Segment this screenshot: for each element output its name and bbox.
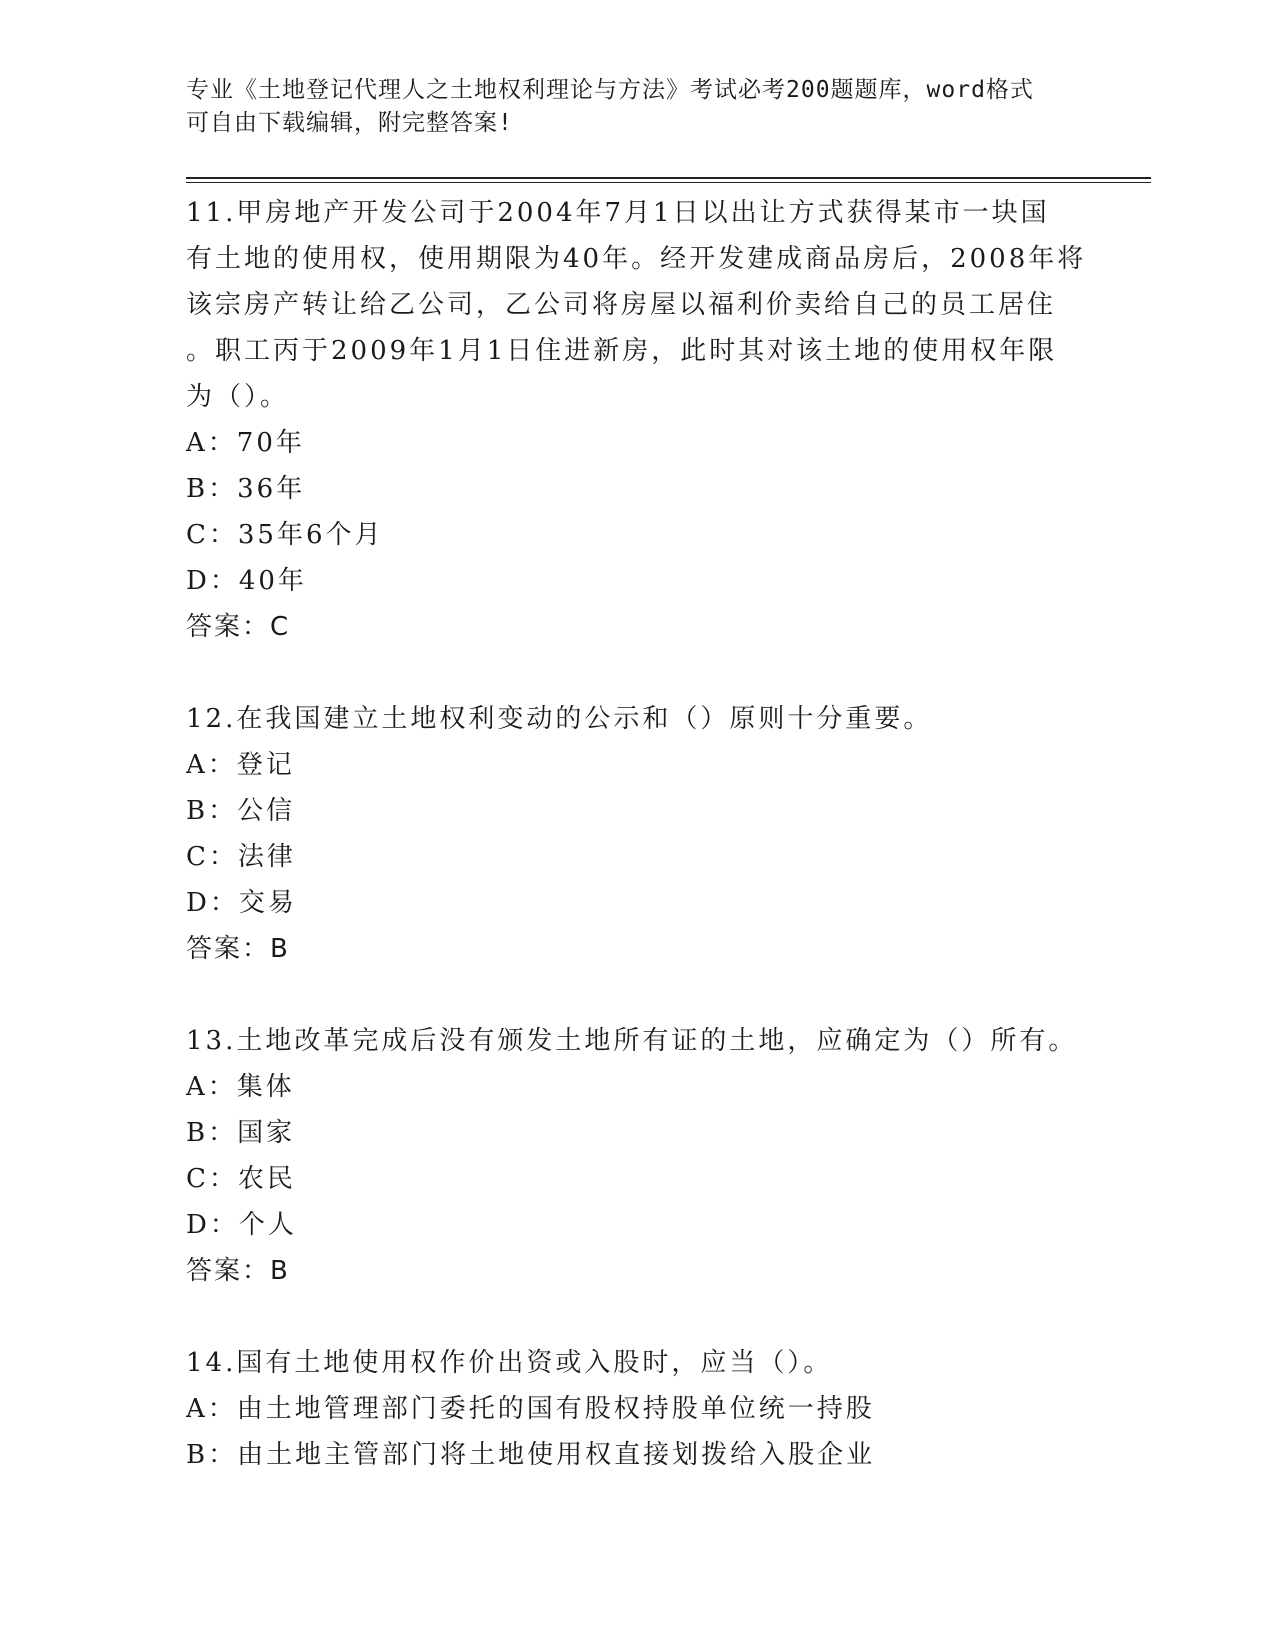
option-b: B：由土地主管部门将土地使用权直接划拨给入股企业 [186,1440,876,1470]
option-a: A：登记 [186,750,295,780]
answer-label: 答案：B [186,1256,290,1286]
question-stem-line: 14.国有土地使用权作价出资或入股时，应当（）。 [186,1348,833,1378]
question-11 [186,190,1086,650]
question-stem-line: 12.在我国建立土地权利变动的公示和（）原则十分重要。 [186,704,933,734]
answer-label: 答案：B [186,934,290,964]
question-14 [186,1340,1086,1478]
option-a: A：集体 [186,1072,295,1102]
option-b: B：36年 [186,474,306,504]
header-line-2: 可自由下载编辑，附完整答案! [186,110,513,136]
header-line-1: 专业《土地登记代理人之土地权利理论与方法》考试必考200题题库，word格式 [186,77,1034,103]
question-list [186,190,1086,1524]
question-stem-line: 为（）。 [186,382,290,412]
option-d: D：个人 [186,1210,297,1240]
option-c: C：农民 [186,1164,296,1194]
answer-label: 答案：C [186,612,291,642]
option-a: A：70年 [186,428,305,458]
option-d: D：交易 [186,888,297,918]
option-b: B：公信 [186,796,296,826]
option-a: A：由土地管理部门委托的国有股权持股单位统一持股 [186,1394,875,1424]
question-stem-line: 13.土地改革完成后没有颁发土地所有证的土地，应确定为（）所有。 [186,1026,1078,1056]
question-stem-line: 有土地的使用权，使用期限为40年。经开发建成商品房后，2008年将 [186,244,1087,274]
option-d: D：40年 [186,566,307,596]
question-12 [186,696,1086,972]
question-stem-line: 11.甲房地产开发公司于2004年7月1日以出让方式获得某市一块国 [186,198,1050,228]
option-c: C：35年6个月 [186,520,384,550]
question-stem-line: 。职工丙于2009年1月1日住进新房，此时其对该土地的使用权年限 [186,336,1058,366]
header-divider-thin [186,182,1151,183]
option-c: C：法律 [186,842,296,872]
option-b: B：国家 [186,1118,296,1148]
header-divider-thick [186,177,1151,179]
document-header [186,74,1086,140]
question-13 [186,1018,1086,1294]
question-stem-line: 该宗房产转让给乙公司，乙公司将房屋以福利价卖给自己的员工居住 [186,290,1057,320]
